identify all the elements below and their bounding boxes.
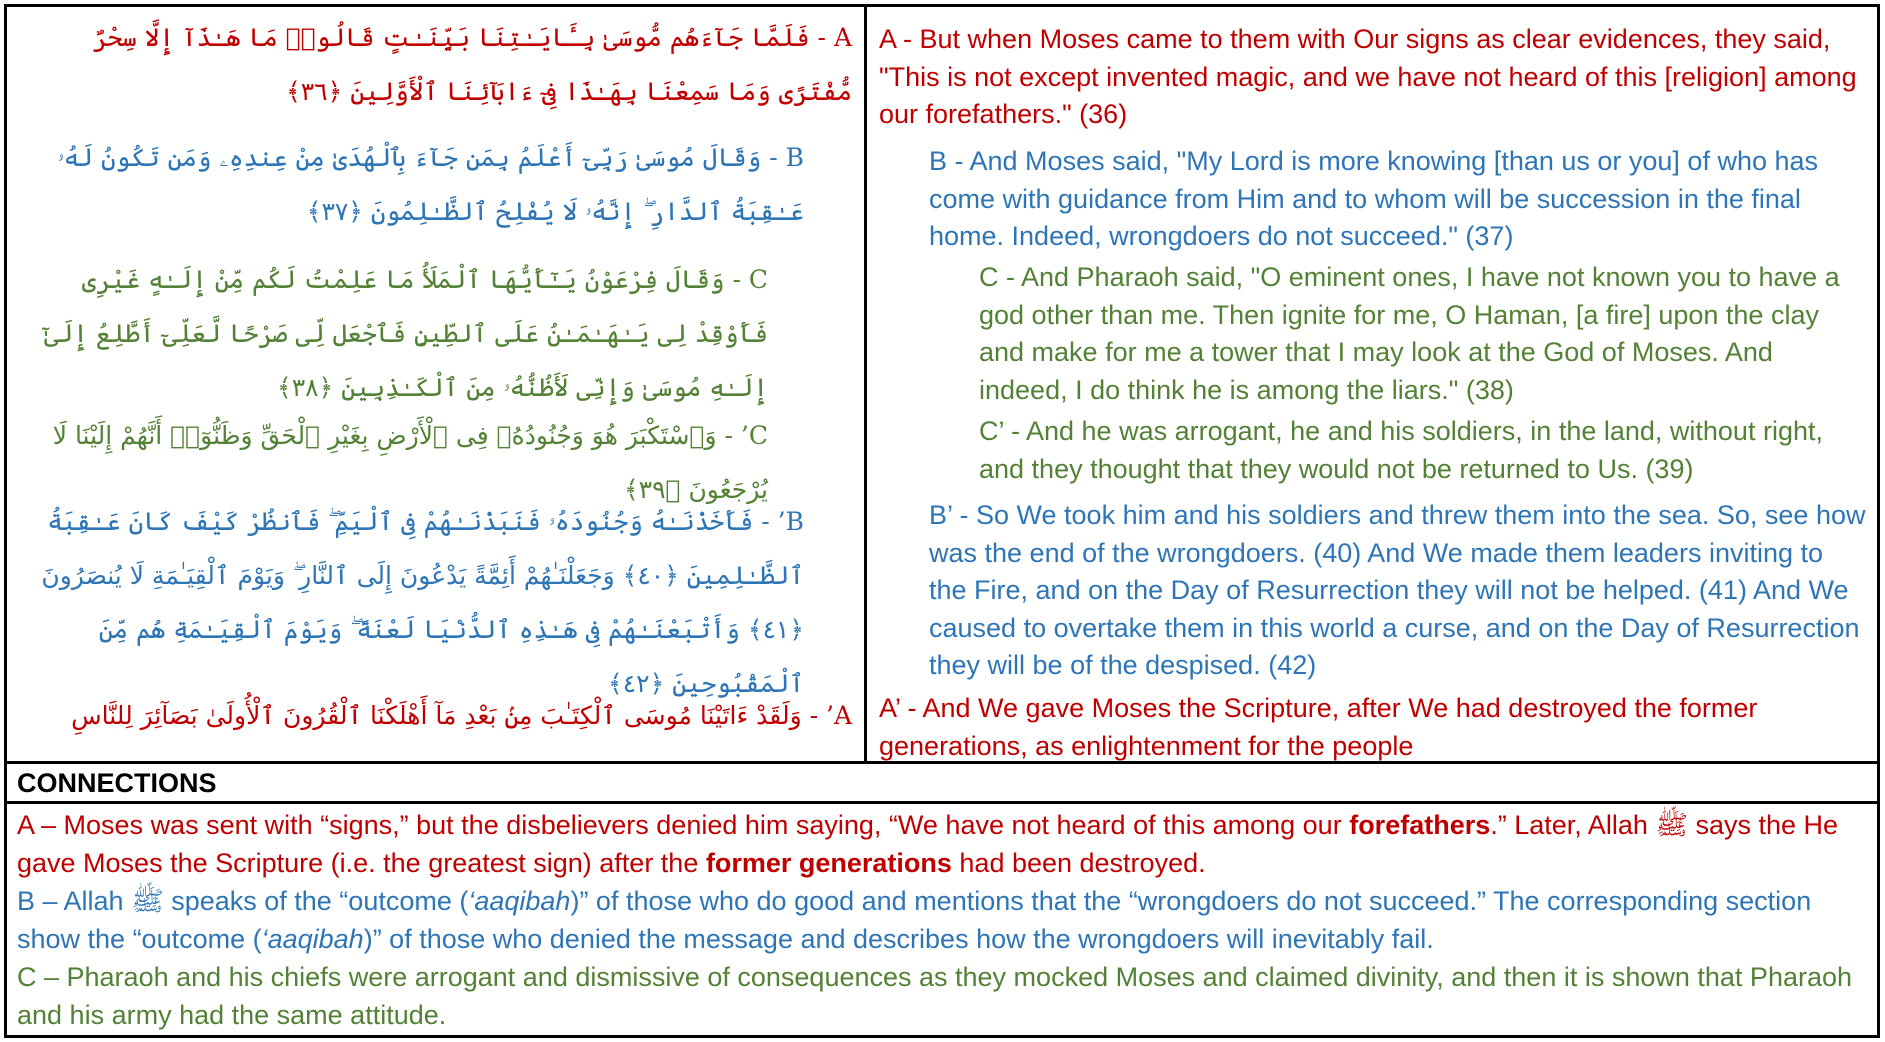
- english-verse-c-prime: C’ - And he was arrogant, he and his soldiers, in the land, without right, and they thought that they would not be returned to Us. (39): [979, 416, 1823, 484]
- arabic-verse-b-prime: B’ - فَأَخَذْنَـٰهُ وَجُنُودَهُۥ فَنَبَذْنَـٰهُمْ فِى ٱلْيَمِّ ۖ فَٱنظُرْ كَيْفَ كَانَ عَـٰقِبَةُ ٱلظَّـٰلِمِينَ ﴿٤٠﴾ وَجَعَلْنَـٰهُمْ أَئِمَّةً يَدْعُونَ إِلَى ٱلنَّارِ ۖ وَيَوْمَ ٱلْقِيَـٰمَةِ لَا يُنصَرُونَ ﴿٤١﴾ وَأَتْبَعْنَـٰهُمْ فِى هَـٰذِهِ ٱلدُّنْيَا لَعْنَةً ۖ وَيَوْمَ ٱلْقِيَـٰمَةِ هُم مِّنَ ٱلْمَقْبُوحِينَ ﴿٤٢﴾: [41, 507, 804, 698]
- english-verse-a-prime: A’ - And We gave Moses the Scripture, after We had destroyed the former generations, as enlightenment for the people: [879, 693, 1758, 761]
- english-verse-b-prime: B’ - So We took him and his soldiers and threw them into the sea. So, see how was the end of the wrongdoers. (40) And We made them leaders inviting to the Fire, and on the Day of Resurrection they will not be helped. (41) And We caused to overtake them in this world a curse, and on the Day of Resurrection they will be of the despised. (42): [929, 500, 1866, 680]
- connection-a: A – Moses was sent with “signs,” but the disbelievers denied him saying, “We have not heard of this among our forefathers.” Later, Allah ﷺ says the He gave Moses the Scripture (i.e. the greatest sign) after the former generations had been destroyed.: [17, 810, 1839, 878]
- arabic-column: [7, 7, 867, 761]
- english-column: [867, 7, 1877, 761]
- arabic-verse-c: C - وَقَالَ فِرْعَوْنُ يَـٰٓأَيُّهَا ٱلْمَلَأُ مَا عَلِمْتُ لَكُم مِّنْ إِلَـٰهٍ غَيْرِى فَأَوْقِدْ لِى يَـٰهَـٰمَـٰنُ عَلَى ٱلطِّينِ فَٱجْعَل لِّى صَرْحًا لَّعَلِّىٓ أَطَّلِعُ إِلَىٰٓ إِلَـٰهِ مُوسَىٰ وَإِنِّى لَأَظُنُّهُۥ مِنَ ٱلْكَـٰذِبِينَ ﴿٣٨﴾: [44, 265, 768, 402]
- emphasis-forefathers: forefathers: [1349, 810, 1491, 840]
- arabic-verse-a: A - فَلَمَّا جَآءَهُم مُّوسَىٰ بِـَٔايَـٰتِنَا بَيِّنَـٰتٍ قَالُوا۟ مَا هَـٰذَآ إِلَّا سِحْرٌ مُّفْتَرًى وَمَا سَمِعْنَا بِهَـٰذَا فِىٓ ءَابَآئِنَا ٱلْأَوَّلِينَ ﴿٣٦﴾: [92, 23, 852, 106]
- chiasm-table: [4, 4, 1880, 1038]
- connections-heading: CONNECTIONS: [7, 764, 1877, 804]
- english-verse-b: B - And Moses said, "My Lord is more knowing [than us or you] of who has come with guidance from Him and to whom will be succession in the final home. Indeed, wrongdoers do not succeed." (37): [929, 146, 1819, 251]
- english-verse-a: A - But when Moses came to them with Our signs as clear evidences, they said, "This is not except invented magic, and we have not heard of this [religion] among our forefathers." (36): [879, 24, 1857, 129]
- emphasis-former-generations: former generations: [705, 847, 952, 878]
- verses-row: [7, 7, 1877, 764]
- english-verse-c: C - And Pharaoh said, "O eminent ones, I have not known you to have a god other than me. Then ignite for me, O Haman, [a fire] upon the clay and make for me a tower that I may look at the God of Moses. And indeed, I do think he is among the liars." (38): [979, 262, 1840, 405]
- arabic-verse-c-prime: C’ - وَٱسْتَكْبَرَ هُوَ وَجُنُودُهُۥ فِى ٱلْأَرْضِ بِغَيْرِ ٱلْحَقِّ وَظَنُّوٓا۟ أَنَّهُمْ إِلَيْنَا لَا يُرْجَعُونَ ﴿٣٩﴾: [52, 421, 768, 504]
- emphasis-aaqibah: ‘aaqibah: [468, 886, 571, 916]
- arabic-verse-b: B - وَقَالَ مُوسَىٰ رَبِّىٓ أَعْلَمُ بِمَن جَآءَ بِٱلْهُدَىٰ مِنْ عِندِهِۦ وَمَن تَكُونُ لَهُۥ عَـٰقِبَةُ ٱلدَّارِ ۖ إِنَّهُۥ لَا يُفْلِحُ ٱلظَّـٰلِمُونَ ﴿٣٧﴾: [57, 143, 804, 226]
- arabic-verse-a-prime: A’ - وَلَقَدْ ءَاتَيْنَا مُوسَى ٱلْكِتَـٰبَ مِنۢ بَعْدِ مَآ أَهْلَكْنَا ٱلْقُرُونَ ٱلْأُولَىٰ بَصَآئِرَ لِلنَّاسِ: [71, 701, 852, 730]
- connection-c: C – Pharaoh and his chiefs were arrogant and dismissive of consequences as they mocked Moses and claimed divinity, and then it is shown that Pharaoh and his army had the same attitude.: [17, 962, 1853, 1030]
- connection-b: B – Allah ﷺ speaks of the “outcome (‘aaqibah)” of those who do good and mentions that the “wrongdoers do not succeed.” The corresponding section show the “outcome (‘aaqibah)” of those who denied the message and describes how the wrongdoers will inevitably fail.: [17, 886, 1812, 954]
- emphasis-aaqibah-2: ‘aaqibah: [261, 923, 364, 954]
